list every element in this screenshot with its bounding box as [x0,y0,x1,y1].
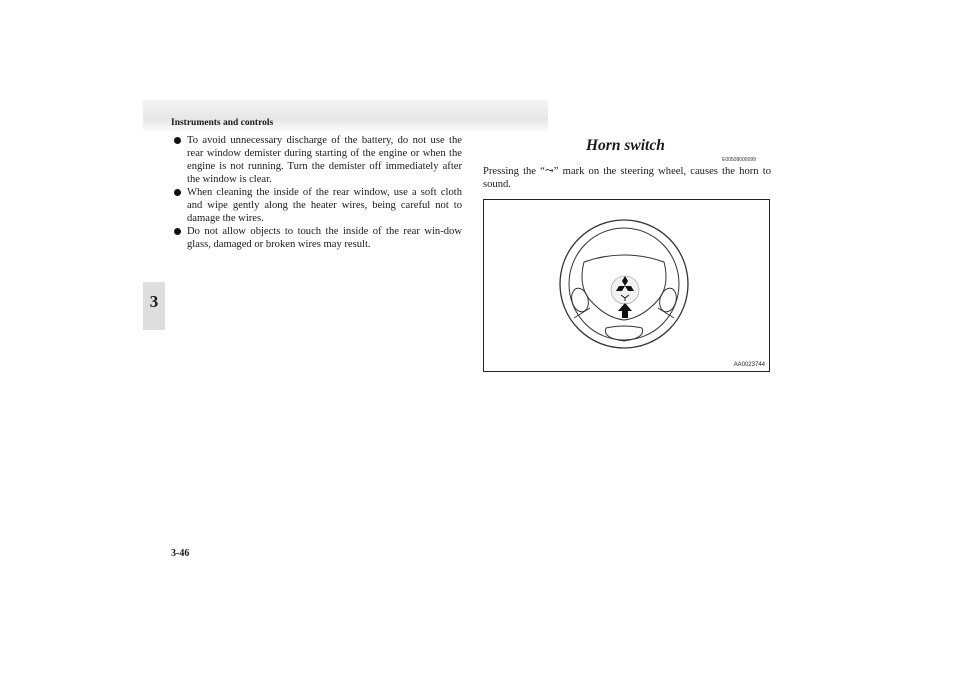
steering-wheel-figure [483,199,770,372]
caution-list [174,134,462,251]
list-item [174,225,462,251]
figure-code: AA0023744 [733,362,765,368]
list-item-text: Do not allow objects to touch the inside of the rear win-dow glass, damaged or broken wires may result. [187,226,462,250]
list-item [174,134,462,186]
list-item-text: To avoid unnecessary discharge of the battery, do not use the rear window demister during starting of the engine or when the engine is not running. Turn the demister off immediately after the window is clear. [187,135,462,185]
steering-wheel-horn-icon [484,200,769,371]
list-item [174,186,462,225]
list-item-text: When cleaning the inside of the rear window, use a soft cloth and wipe gently along the heater wires, being careful not to damage the wires. [187,187,462,224]
bullet-icon [174,228,181,235]
running-header: Instruments and controls [171,118,274,128]
chapter-number: 3 [149,292,159,311]
section-title: Horn switch [586,137,665,154]
bullet-icon [174,137,181,144]
bullet-icon [174,189,181,196]
page-number: 3-46 [171,548,190,559]
reference-code: E00508000099 [722,157,756,163]
section-body: Pressing the “⤳” mark on the steering wheel, causes the horn to sound. [483,166,771,190]
